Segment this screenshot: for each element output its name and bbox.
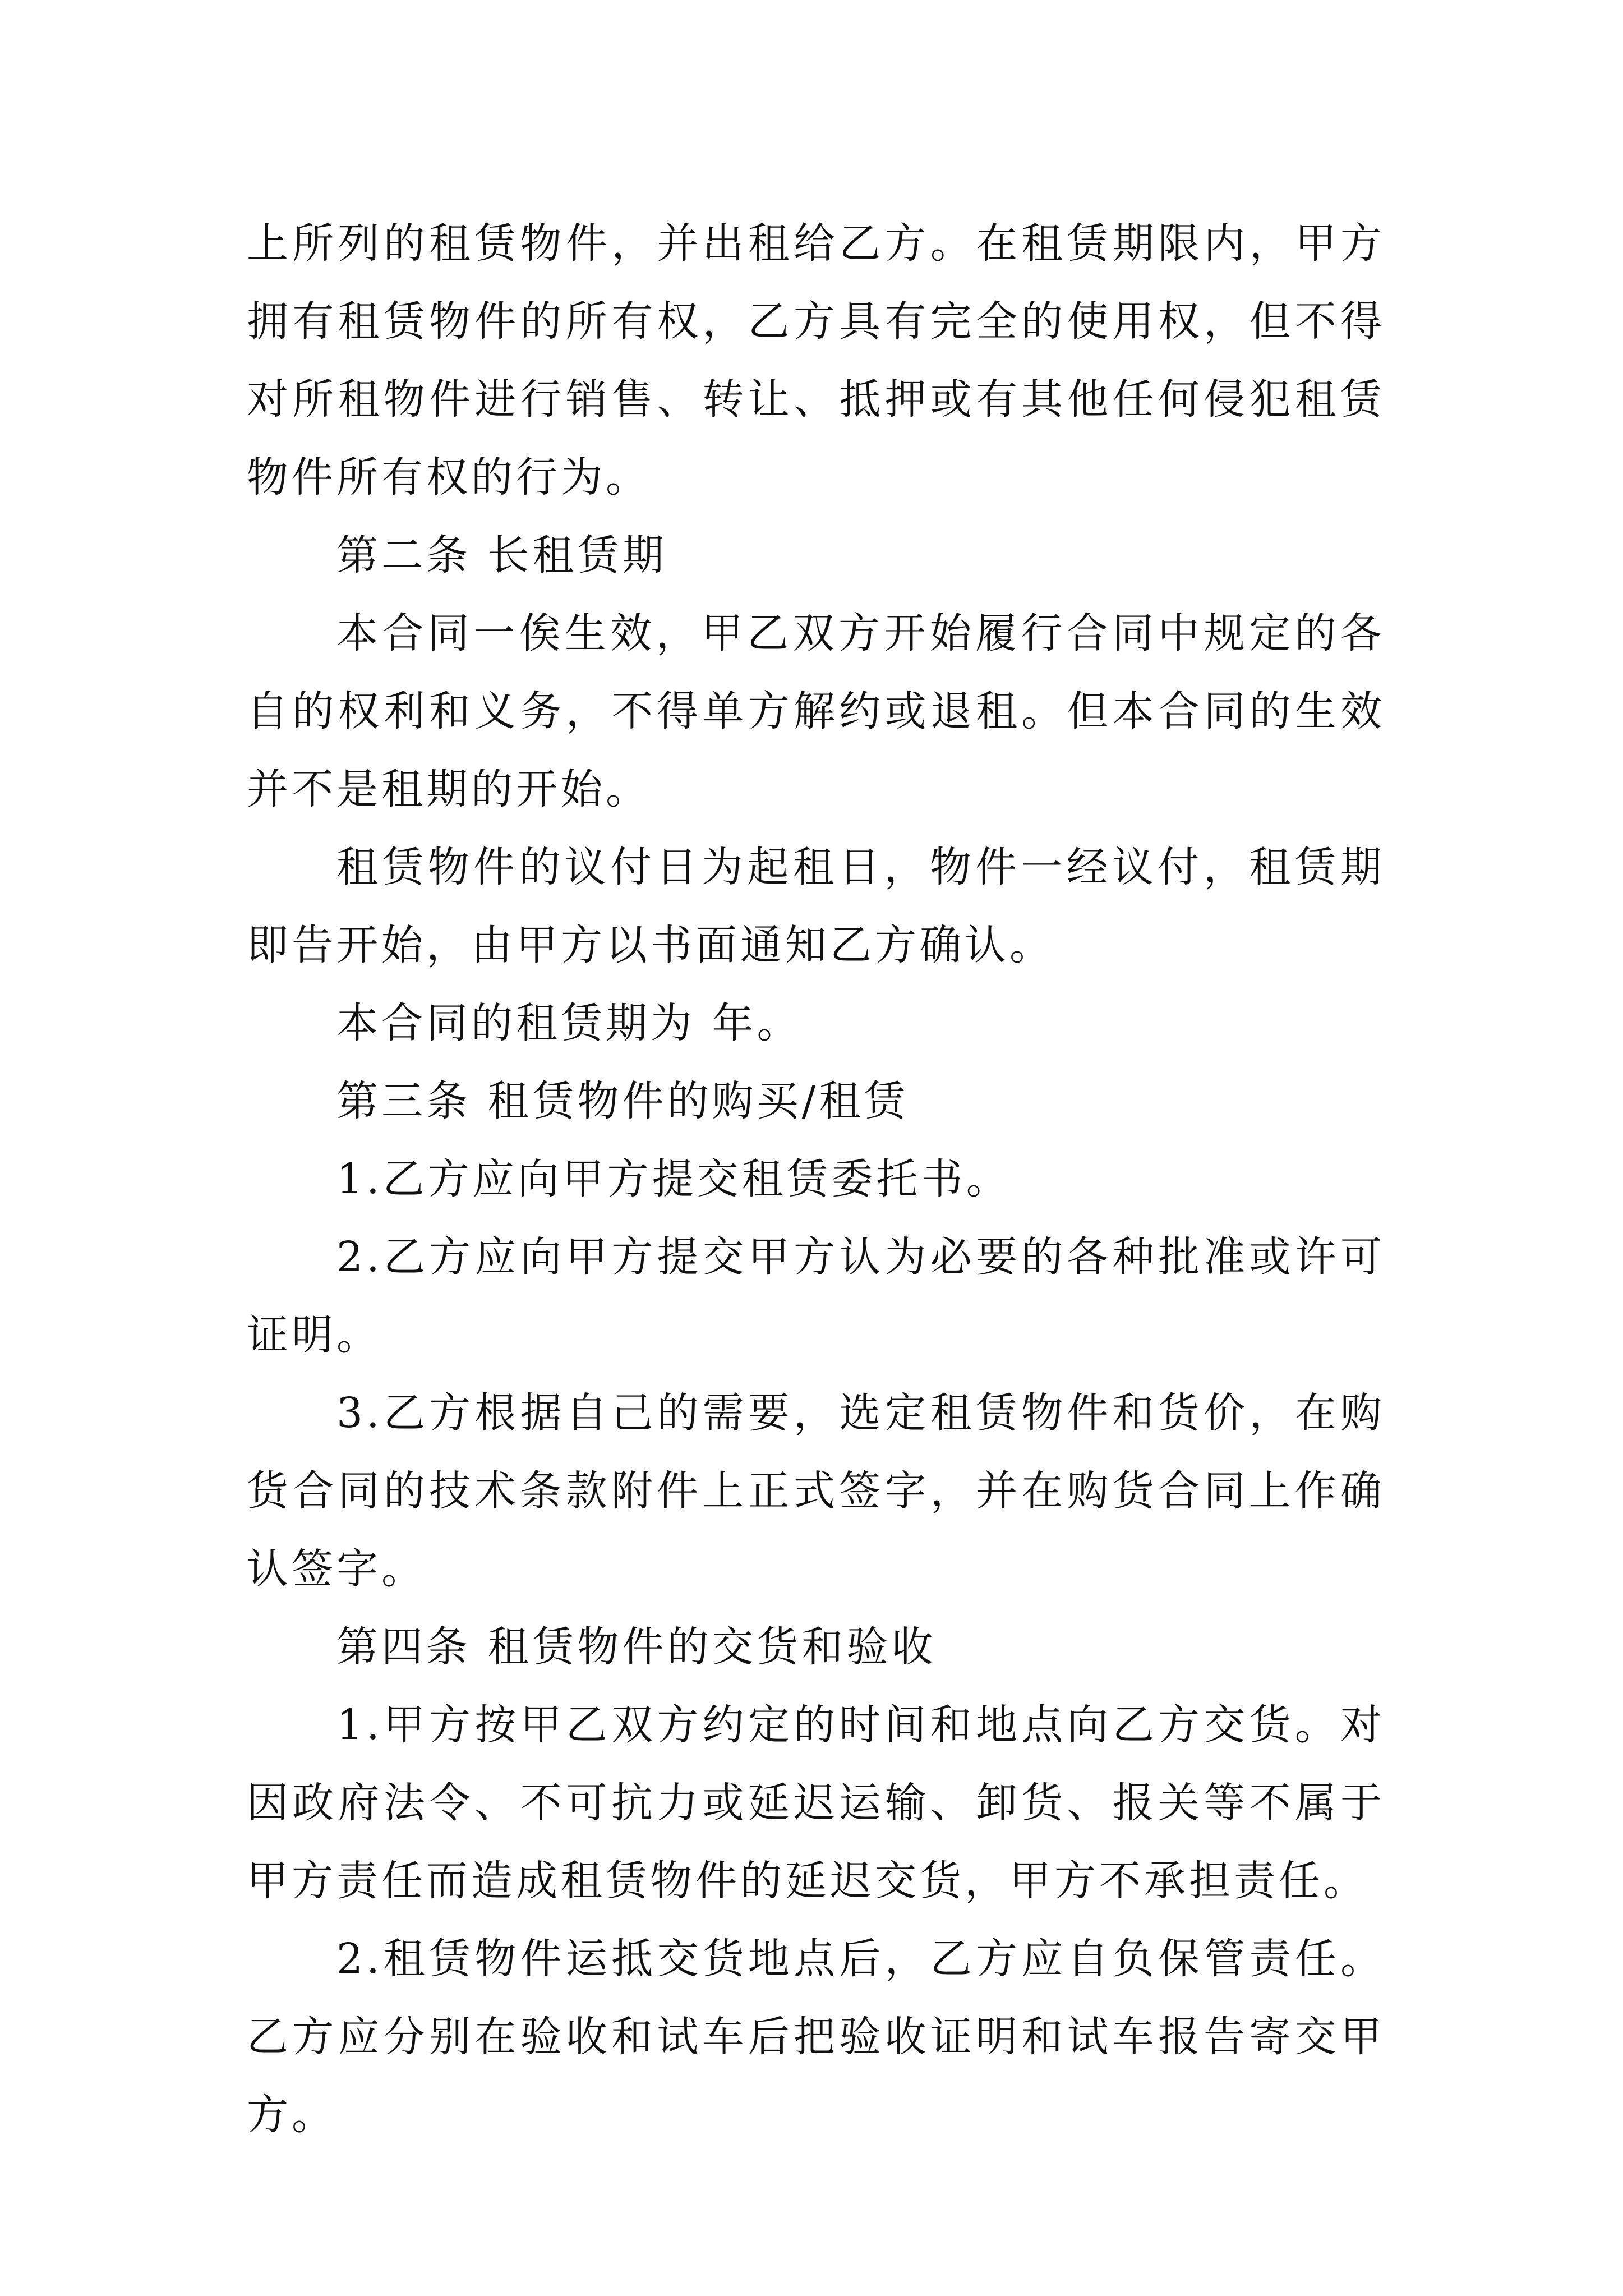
paragraph-continuation: 上所列的租赁物件，并出租给乙方。在租赁期限内，甲方拥有租赁物件的所有权，乙方具有完全的使用权，但不得对所租物件进行销售、转让、抵押或有其他任何侵犯租赁物件所有权的行为。: [247, 219, 1385, 501]
section-heading-article-4: 第四条 租赁物件的交货和验收: [336, 1623, 937, 1671]
list-item: 1.甲方按甲乙双方约定的时间和地点向乙方交货。对因政府法令、不可抗力或延迟运输、卸货、报关等不属于甲方责任而造成租赁物件的延迟交货，甲方不承担责任。: [247, 1701, 1385, 1905]
list-item: 1.乙方应向甲方提交租赁委托书。: [336, 1155, 1011, 1203]
list-item: 2.租赁物件运抵交货地点后，乙方应自负保管责任。乙方应分别在验收和试车后把验收证明和试车报告寄交甲方。: [247, 1935, 1385, 2139]
list-item: 3.乙方根据自己的需要，选定租赁物件和货价，在购货合同的技术条款附件上正式签字，并在购货合同上作确认签字。: [247, 1389, 1385, 1593]
list-item: 2.乙方应向甲方提交甲方认为必要的各种批准或许可证明。: [247, 1233, 1385, 1359]
paragraph: 租赁物件的议付日为起租日，物件一经议付，租赁期即告开始，由甲方以书面通知乙方确认。: [247, 843, 1385, 969]
section-heading-article-3: 第三条 租赁物件的购买/租赁: [336, 1077, 909, 1125]
section-heading-article-2: 第二条 长租赁期: [336, 531, 667, 579]
paragraph: 本合同的租赁期为 年。: [336, 999, 802, 1047]
paragraph: 本合同一俟生效，甲乙双方开始履行合同中规定的各自的权利和义务，不得单方解约或退租。但本合同的生效并不是租期的开始。: [247, 609, 1385, 813]
document-body: [247, 205, 1385, 2154]
